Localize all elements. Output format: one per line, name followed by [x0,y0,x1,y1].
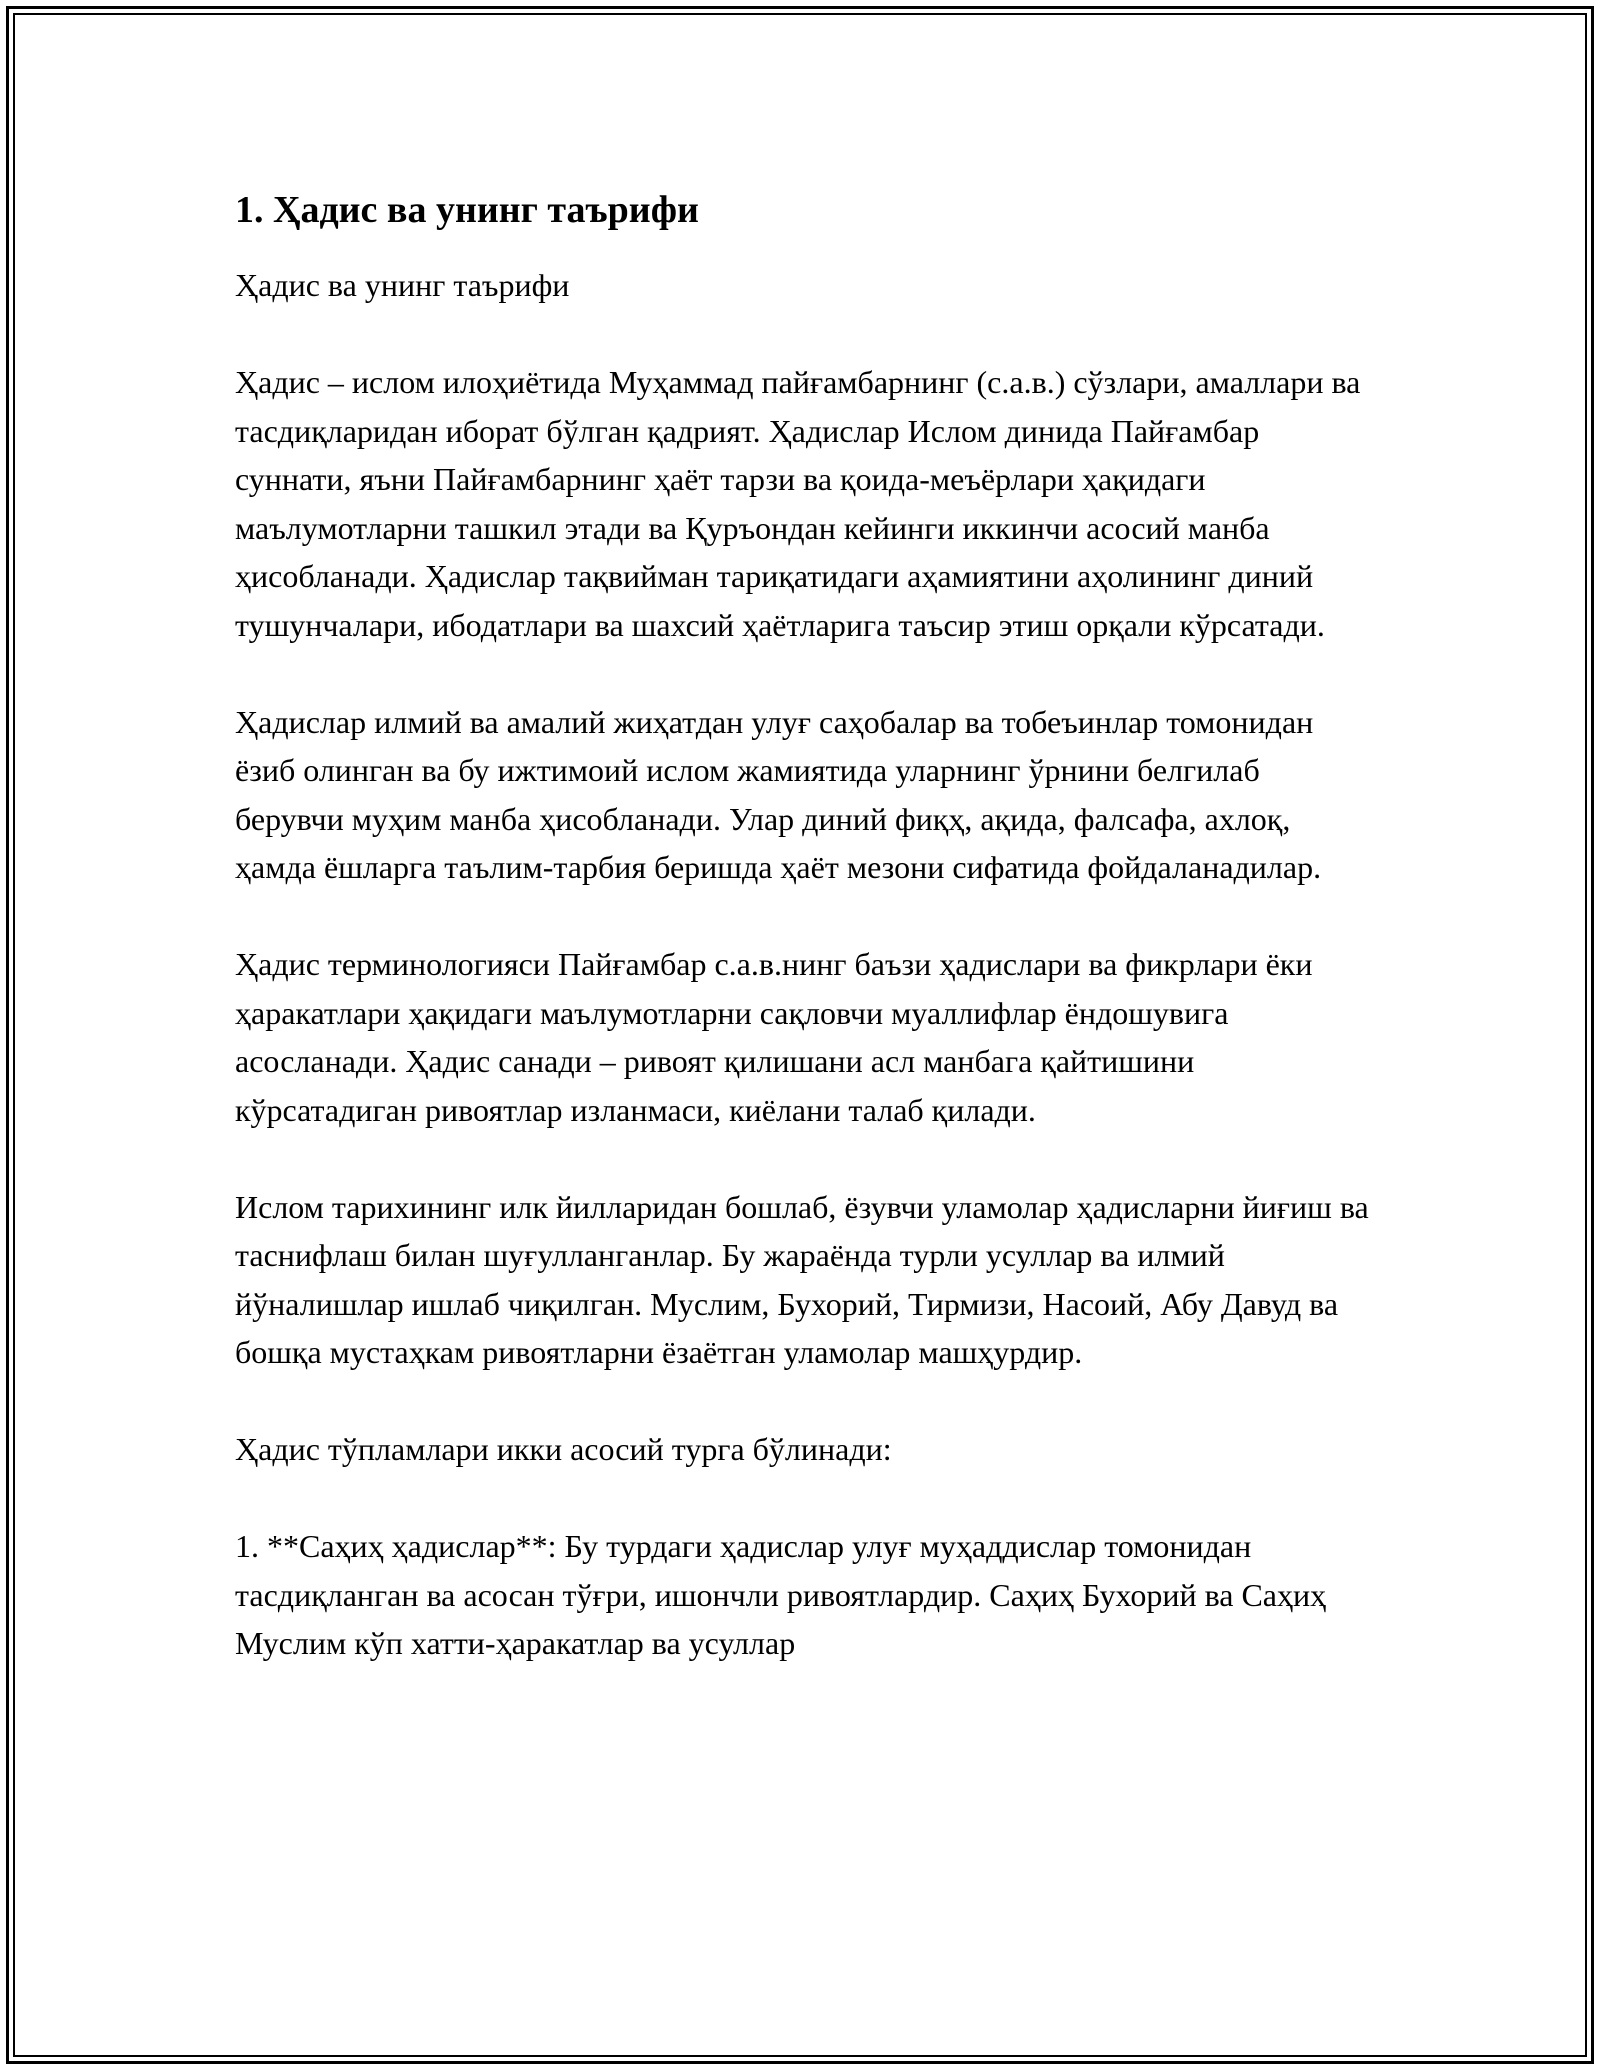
paragraph-terminology: Ҳадис терминологияси Пайғамбар с.а.в.нинг баъзи ҳадислари ва фикрлари ёки ҳаракатлари ҳақидаги маълумотларни сақловчи муаллифлар ёндошувига асосланади. Ҳадис санади – ривоят қилишани асл манбага қайтишини кўрсатадиган ривоятлар изланмаси, киёлани талаб қилади. [235,946,1313,1128]
paragraph-sources: Ҳадислар илмий ва амалий жиҳатдан улуғ саҳобалар ва тобеъинлар томонидан ёзиб олинган ва бу ижтимоий ислом жамиятида уларнинг ўрнини белгилаб берувчи муҳим манба ҳисобланади. Улар диний фиқҳ, ақида, фалсафа, ахлоқ, ҳамда ёшларга таълим-тарбия беришда ҳаёт мезони сифатида фойдаланадилар. [235,703,1322,885]
document-body [235,185,1375,1668]
paragraph-history: Ислом тарихининг илк йилларидан бошлаб, ёзувчи уламолар ҳадисларни йиғиш ва таснифлаш билан шуғулланганлар. Бу жараёнда турли усуллар ва илмий йўналишлар ишлаб чиқилган. Муслим, Бухорий, Тирмизи, Насоий, Абу Давуд ва бошқа мустаҳкам ривоятларни ёзаётган уламолар машҳурдир. [235,1188,1369,1370]
paragraph-definition: Ҳадис – ислом илоҳиётида Муҳаммад пайғамбарнинг (с.а.в.) сўзлари, амаллари ва тасдиқларидан иборат бўлган қадрият. Ҳадислар Ислом динида Пайғамбар суннати, яъни Пайғамбарнинг ҳаёт тарзи ва қоида-меъёрлари ҳақидаги маълумотларни ташкил этади ва Қуръондан кейинги иккинчи асосий манба ҳисобланади. Ҳадислар тақвийман тариқатидаги аҳамиятини аҳолининг диний тушунчалари, ибодатлари ва шахсий ҳаётларига таъсир этиш орқали кўрсатади. [235,364,1361,643]
paragraph-sahih: 1. **Саҳиҳ ҳадислар**: Бу турдаги ҳадислар улуғ муҳаддислар томонидан тасдиқланган ва асосан тўғри, ишончли ривоятлардир. Саҳиҳ Бухорий ва Саҳиҳ Муслим кўп хатти-ҳаракатлар ва усуллар [235,1528,1327,1661]
paragraph-subtitle: Ҳадис ва унинг таърифи [235,267,570,303]
section-heading: 1. Ҳадис ва унинг таърифи [235,189,699,231]
paragraph-collections-intro: Ҳадис тўпламлари икки асосий турга бўлинади: [235,1431,892,1467]
